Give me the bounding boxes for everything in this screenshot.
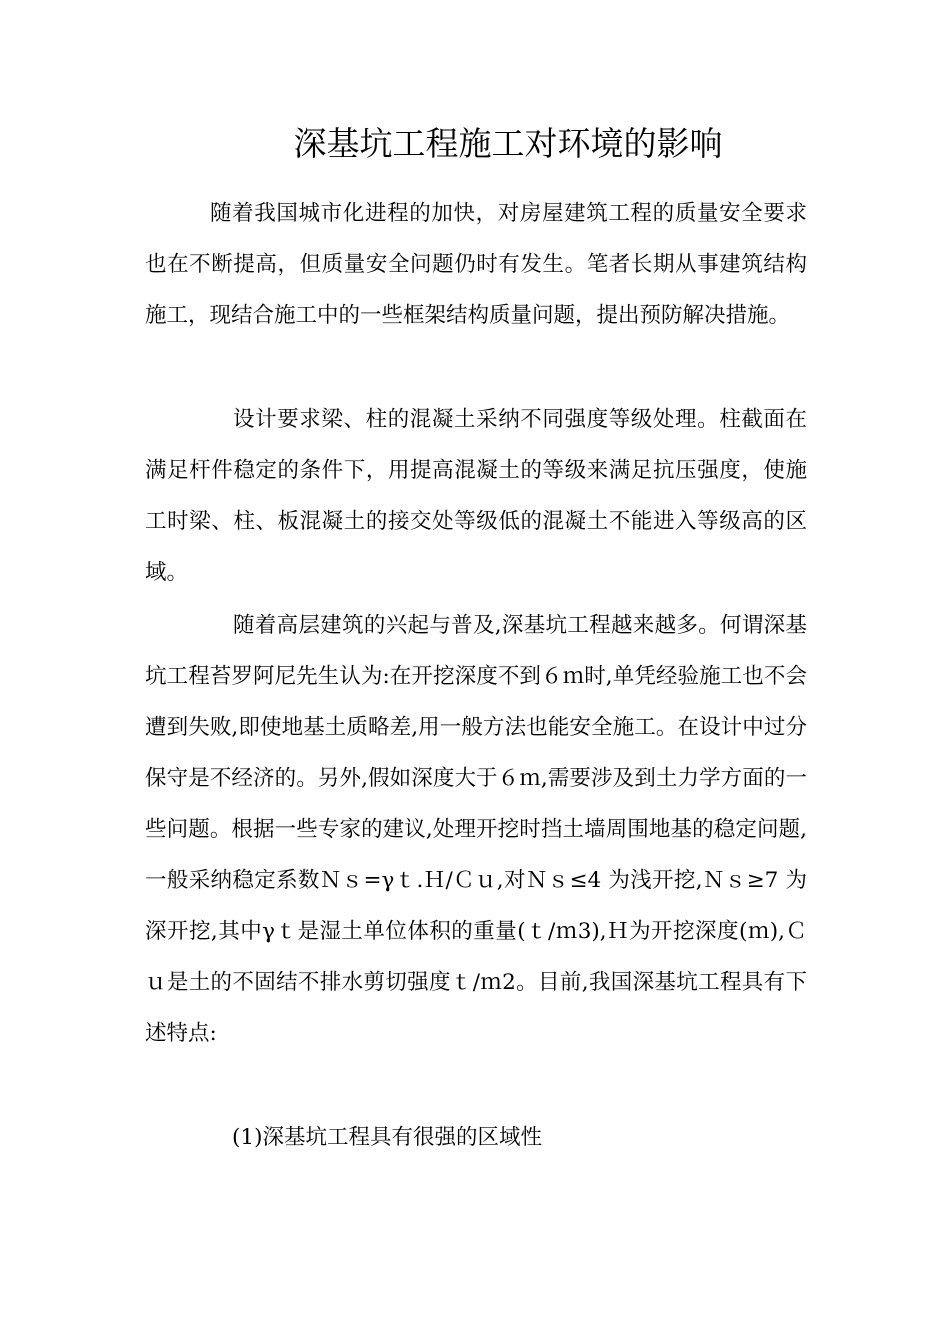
- paragraph-intro: 随着我国城市化进程的加快，对房屋建筑工程的质量安全要求也在不断提高，但质量安全问题仍时有发生。笔者长期从事建筑结构施工，现结合施工中的一些框架结构质量问题，提出预防解决措施。: [145, 201, 807, 328]
- paragraph-concrete-grades: 设计要求梁、柱的混凝土采纳不同强度等级处理。柱截面在满足杆件稳定的条件下，用提高混凝土的等级来满足抗压强度，使施工时梁、柱、板混凝土的接交处等级低的混凝土不能进入等级高的区域。: [145, 407, 807, 585]
- list-item-regional: (1)深基坑工程具有很强的区域性: [232, 1125, 542, 1150]
- document-title: 深基坑工程施工对环境的影响: [293, 124, 723, 163]
- paragraph-deep-foundation: 随着高层建筑的兴起与普及,深基坑工程越来越多。何谓深基坑工程苔罗阿尼先生认为:在开挖深度不到６ｍ时,单凭经验施工也不会遭到失败,即使地基土质略差,用一般方法也能安全施工。在设计中过分保守是不经济的。另外,假如深度大于６ｍ,需要涉及到土力学方面的一些问题。根据一些专家的建议,处理开挖时挡土墙周围地基的稳定问题,一般采纳稳定系数Ｎｓ=γｔ.Ｈ/Ｃｕ,对Ｎｓ≤4 为浅开挖,Ｎｓ≥7 为深开挖,其中γｔ是湿土单位体积的重量(ｔ/ｍ3),Ｈ为开挖深度(ｍ),Ｃｕ是土的不固结不排水剪切强度ｔ/ｍ2。目前,我国深基坑工程具有下述特点:: [145, 613, 807, 1046]
